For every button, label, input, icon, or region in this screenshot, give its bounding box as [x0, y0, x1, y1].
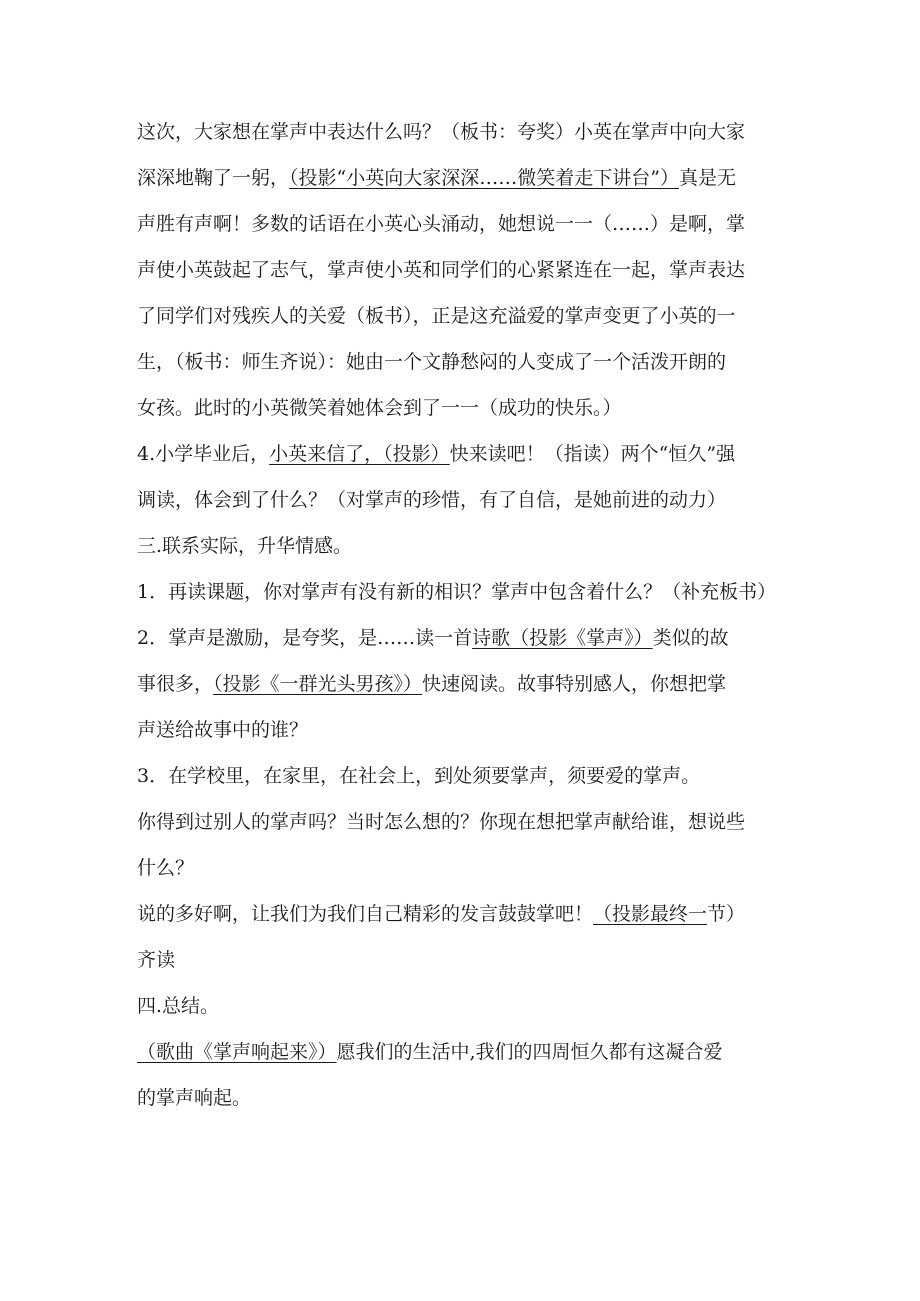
text-line: [137, 385, 789, 431]
text-line: [137, 1029, 789, 1075]
text-line: [137, 615, 789, 661]
text-span: 快速阅读。故事特别感人，你想把掌: [422, 673, 727, 695]
underlined-text: （投影“小英向大家深深……微笑着走下讲台”）: [289, 167, 679, 189]
text-span: 真是无: [678, 167, 736, 189]
text-span: 声使小英鼓起了志气，掌声使小英和同学们的心紧紧连在一起，掌声表达: [137, 259, 746, 281]
text-span: 声胜有声啊！多数的话语在小英心头涌动，她想说一一（……）是啊，掌: [137, 213, 746, 235]
text-span: 生，（板书：师生齐说）：她由一个文静愁闷的人变成了一个活泼开朗的: [137, 351, 727, 373]
underlined-text: （投影《一群光头男孩》）: [213, 673, 423, 695]
text-span: 说的多好啊，让我们为我们自己精彩的发言鼓鼓掌吧！: [137, 903, 594, 925]
text-line: [137, 293, 789, 339]
text-span: 声送给故事中的谁？: [137, 719, 309, 741]
text-span: 3．在学校里，在家里，在社会上，到处须要掌声，须要爱的掌声。: [137, 765, 701, 787]
underlined-text: 小英来信了，（投影）: [269, 443, 450, 465]
text-line: [137, 707, 789, 753]
text-span: 愿我们的生活中,我们的四周恒久都有这凝合爱: [336, 1041, 723, 1063]
text-span: 这次，大家想在掌声中表达什么吗？（板书：夸奖）小英在掌声中向大家: [137, 121, 746, 143]
text-span: 了同学们对残疾人的关爱（板书），正是这充溢爱的掌声变更了小英的一: [137, 305, 736, 327]
text-span: 三.联系实际，升华情感。: [137, 535, 353, 557]
text-span: 类似的故: [652, 627, 729, 649]
text-line: [137, 569, 789, 615]
text-line: [137, 845, 789, 891]
underlined-text: （投影最终一: [593, 903, 708, 925]
text-span: 节）: [707, 903, 746, 925]
text-span: 快来读吧！（指读）两个“恒久”强: [449, 443, 736, 465]
text-span: 4.小学毕业后，: [137, 443, 270, 465]
text-line: [137, 661, 789, 707]
document-page: [137, 109, 789, 1121]
section-heading: [137, 523, 789, 569]
text-span: 四.总结。: [137, 995, 220, 1017]
text-span: 调读，体会到了什么？（对掌声的珍惜，有了自信，是她前进的动力）: [137, 489, 727, 511]
text-span: 女孩。此时的小英微笑着她体会到了一一（成功的快乐。）: [137, 397, 622, 419]
text-span: 齐读: [137, 949, 176, 971]
text-line: [137, 201, 789, 247]
text-line: [137, 247, 789, 293]
text-span: 事很多，: [137, 673, 214, 695]
text-line: [137, 753, 789, 799]
underlined-text: 诗歌（投影《掌声》）: [472, 627, 653, 649]
text-span: 1．再读课题，你对掌声有没有新的相识？掌声中包含着什么？（补充板书）: [137, 581, 777, 603]
text-line: [137, 155, 789, 201]
section-heading: [137, 983, 789, 1029]
text-line: [137, 339, 789, 385]
text-span: 的掌声响起。: [137, 1087, 252, 1109]
text-line: [137, 891, 789, 937]
text-span: 深深地鞠了一躬，: [137, 167, 290, 189]
text-span: 你得到过别人的掌声吗？当时怎么想的？你现在想把掌声献给谁，想说些: [137, 811, 746, 833]
text-span: 2．掌声是激励，是夸奖，是……读一首: [137, 627, 473, 649]
underlined-text: （歌曲《掌声响起来》）: [137, 1041, 337, 1063]
text-line: [137, 1075, 789, 1121]
text-line: [137, 937, 789, 983]
text-line: [137, 477, 789, 523]
text-line: [137, 799, 789, 845]
text-line: [137, 109, 789, 155]
text-span: 什么？: [137, 857, 195, 879]
text-line: [137, 431, 789, 477]
